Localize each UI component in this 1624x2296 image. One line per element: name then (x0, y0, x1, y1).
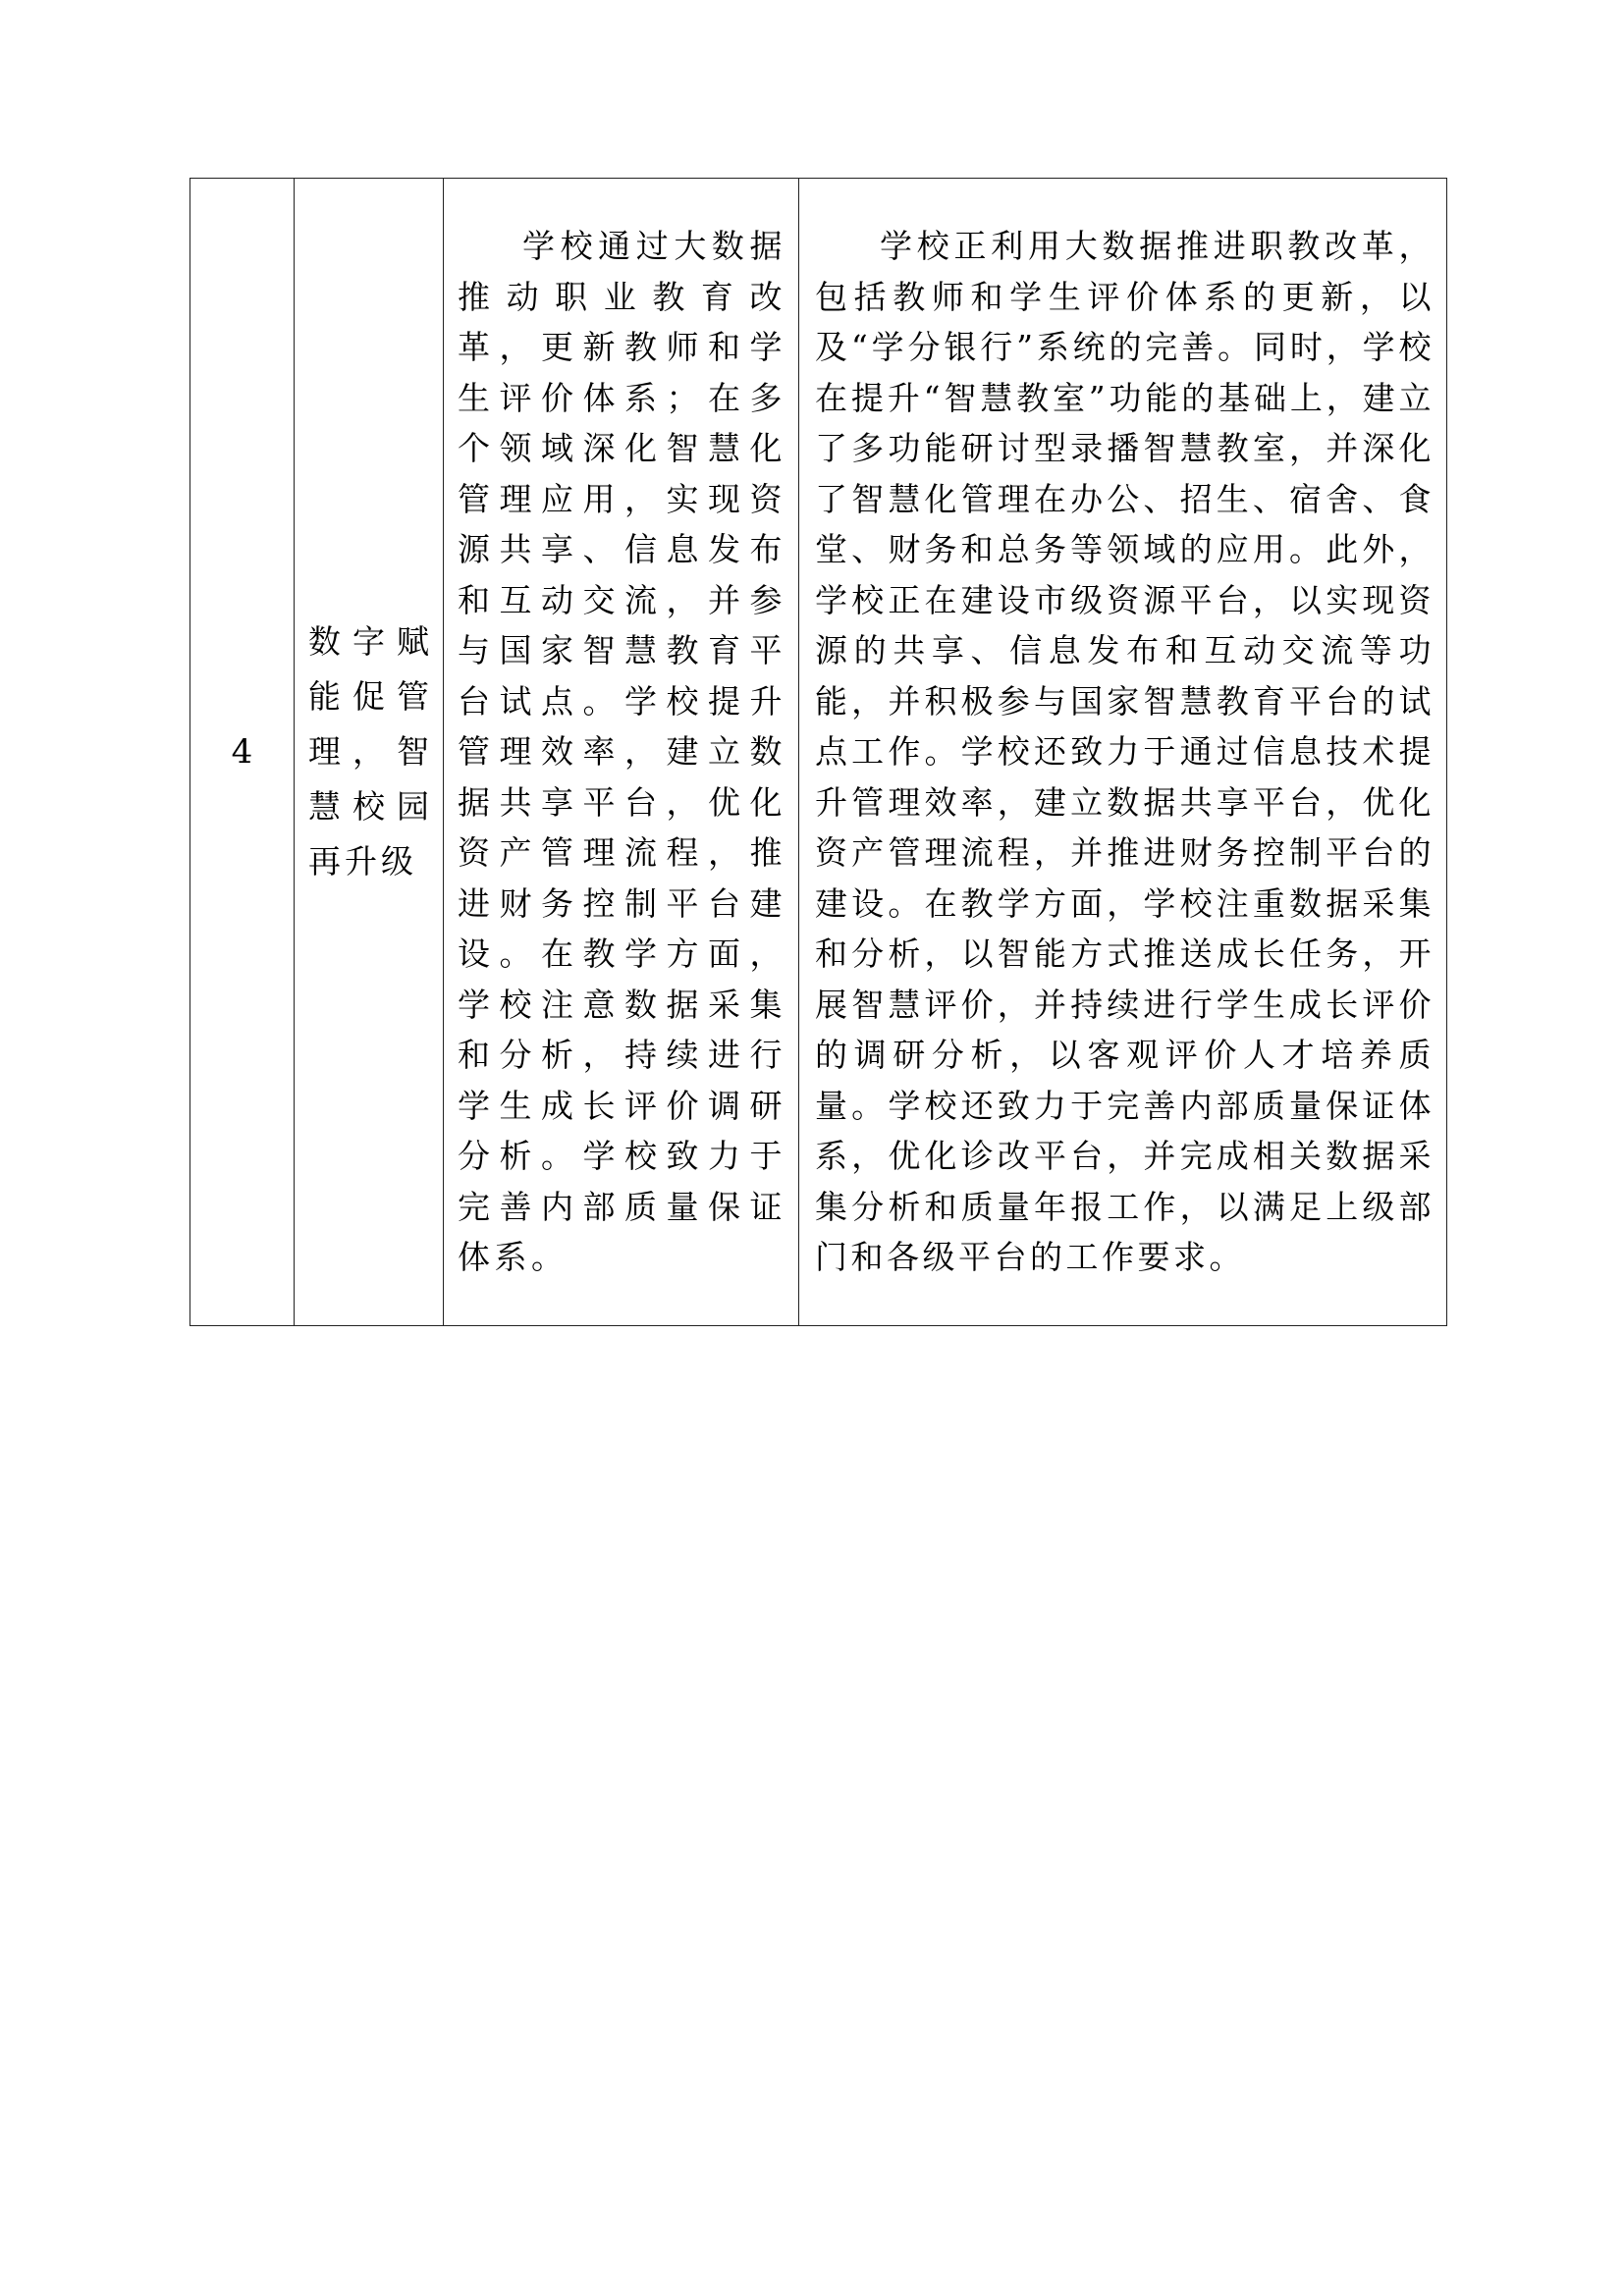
goal-text: 学校通过大数据推动职业教育改革，更新教师和学生评价体系；在多个领域深化智慧化管理应用，实现资源共享、信息发布和互动交流，并参与国家智慧教育平台试点。学校提升管理效率，建立数据共享平台，优化资产管理流程，推进财务控制平台建设。在教学方面，学校注意数据采集和分析，持续进行学生成长评价调研分析。学校致力于完善内部质量保证体系。 (458, 227, 786, 1277)
item-title: 数字赋能促管理，智慧校园再升级 (308, 622, 433, 881)
goal-cell (444, 179, 799, 1326)
project-table (189, 178, 1447, 1326)
table-row (190, 179, 1447, 1326)
result-text: 学校正利用大数据推进职教改革，包括教师和学生评价体系的更新，以及“学分银行”系统的完善。同时，学校在提升“智慧教室”功能的基础上，建立了多功能研讨型录播智慧教室，并深化了智慧化管理在办公、招生、宿舍、食堂、财务和总务等领域的应用。此外，学校正在建设市级资源平台，以实现资源的共享、信息发布和互动交流等功能，并积极参与国家智慧教育平台的试点工作。学校还致力于通过信息技术提升管理效率，建立数据共享平台，优化资产管理流程，并推进财务控制平台的建设。在教学方面，学校注重数据采集和分析，以智能方式推送成长任务，开展智慧评价，并持续进行学生成长评价的调研分析，以客观评价人才培养质量。学校还致力于完善内部质量保证体系，优化诊改平台，并完成相关数据采集分析和质量年报工作，以满足上级部门和各级平台的工作要求。 (815, 227, 1435, 1277)
row-number: 4 (231, 732, 253, 772)
result-cell (799, 179, 1447, 1326)
item-cell (295, 179, 444, 1326)
row-number-cell (190, 179, 295, 1326)
